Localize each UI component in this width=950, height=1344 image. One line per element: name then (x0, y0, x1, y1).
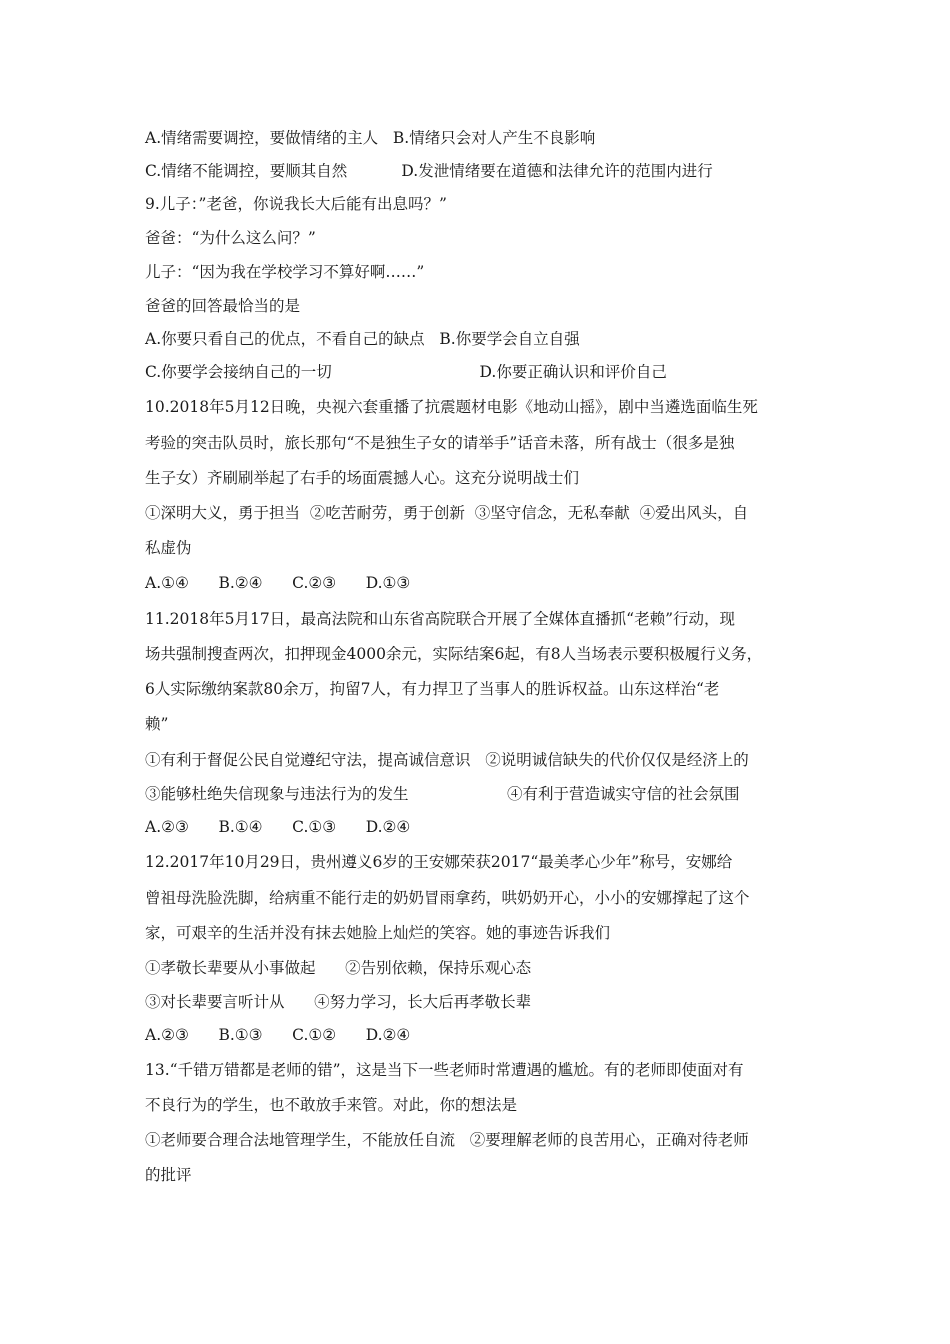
question-9-prompt: 爸爸的回答最恰当的是 (145, 297, 301, 315)
question-10-stem: 考验的突击队员时，旅长那句“不是独生子女的请举手”话音未落，所有战士（很多是独 (145, 434, 735, 452)
question-9-options-cd: C.你要学会接纳自己的一切 D.你要正确认识和评价自己 (145, 363, 667, 381)
question-11-stem: 6人实际缴纳案款80余万，拘留7人，有力捍卫了当事人的胜诉权益。山东这样治“老 (145, 680, 720, 698)
question-13-stem: 不良行为的学生，也不敢放手来管。对此，你的想法是 (145, 1096, 518, 1114)
question-9-options-ab: A.你要只看自己的优点，不看自己的缺点 B.你要学会自立自强 (145, 330, 580, 348)
question-10-stem: 10.2018年5月12日晚，央视六套重播了抗震题材电影《地动山摇》，剧中当遴选面临生死 (145, 398, 758, 416)
question-12-statements: ③对长辈要言听计从 ④努力学习，长大后再孝敬长辈 (145, 993, 532, 1011)
question-10-statements: 私虚伪 (145, 539, 192, 557)
question-10-statements: ①深明大义，勇于担当 ②吃苦耐劳，勇于创新 ③坚守信念，无私奉献 ④爱出风头，自 (145, 504, 749, 522)
question-9-dialogue: 爸爸：“为什么这么问？” (145, 229, 316, 247)
question-11-statements: ③能够杜绝失信现象与违法行为的发生 ④有利于营造诚实守信的社会氛围 (145, 785, 740, 803)
question-11-statements: ①有利于督促公民自觉遵纪守法，提高诚信意识 ②说明诚信缺失的代价仅仅是经济上的 (145, 751, 749, 769)
question-11-stem: 赖” (145, 715, 169, 733)
question-11-stem: 11.2018年5月17日，最高法院和山东省高院联合开展了全媒体直播抓“老赖”行动，现 (145, 610, 736, 628)
question-13-statements: 的批评 (145, 1166, 192, 1184)
option-line-8cd: C.情绪不能调控，要顺其自然 D.发泄情绪要在道德和法律允许的范围内进行 (145, 162, 713, 180)
question-12-stem: 曾祖母洗脸洗脚，给病重不能行走的奶奶冒雨拿药，哄奶奶开心，小小的安娜撑起了这个 (145, 889, 750, 907)
question-11-stem: 场共强制搜查两次，扣押现金4000余元，实际结案6起，有8人当场表示要积极履行义务， (145, 645, 763, 663)
question-9-dialogue: 儿子：“因为我在学校学习不算好啊……” (145, 263, 425, 281)
question-13-statements: ①老师要合理合法地管理学生，不能放任自流 ②要理解老师的良苦用心，正确对待老师 (145, 1131, 749, 1149)
question-11-options: A.②③ B.①④ C.①③ D.②④ (145, 818, 411, 836)
option-line-8ab: A.情绪需要调控，要做情绪的主人 B.情绪只会对人产生不良影响 (145, 129, 596, 147)
question-13-stem: 13.“千错万错都是老师的错”，这是当下一些老师时常遭遇的尴尬。有的老师即使面对有 (145, 1061, 744, 1079)
question-9-stem: 9.儿子：”老爸，你说我长大后能有出息吗？” (145, 195, 447, 213)
question-12-options: A.②③ B.①③ C.①② D.②④ (145, 1026, 411, 1044)
question-12-stem: 12.2017年10月29日，贵州遵义6岁的王安娜荣获2017“最美孝心少年”称号，安娜给 (145, 853, 733, 871)
question-12-stem: 家，可艰辛的生活并没有抹去她脸上灿烂的笑容。她的事迹告诉我们 (145, 924, 611, 942)
question-12-statements: ①孝敬长辈要从小事做起 ②告别依赖，保持乐观心态 (145, 959, 532, 977)
question-10-options: A.①④ B.②④ C.②③ D.①③ (145, 574, 411, 592)
question-10-stem: 生子女）齐刷刷举起了右手的场面震撼人心。这充分说明战士们 (145, 469, 580, 487)
